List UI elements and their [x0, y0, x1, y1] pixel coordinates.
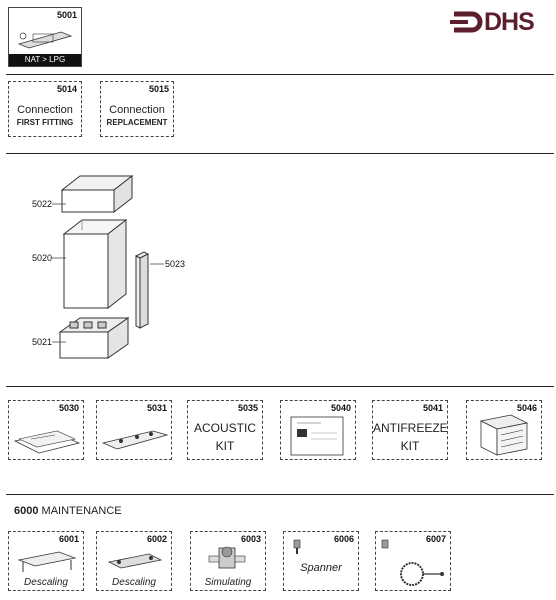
sensor-illustration	[376, 534, 452, 590]
gas-kit-label: NAT > LPG	[9, 54, 81, 66]
rail-part	[136, 252, 148, 328]
booklet-illustration	[9, 411, 85, 461]
connection-replacement-code: 5015	[148, 84, 169, 94]
dhs-logo	[450, 8, 550, 38]
connection-first-fitting-line1: Connection	[17, 104, 73, 116]
acoustic-kit-line1: ACOUSTIC	[193, 421, 256, 435]
grille-illustration	[467, 409, 543, 459]
maintenance-caption-6003: Simulating	[204, 577, 252, 588]
accessory-code-5040: 5040	[330, 403, 351, 413]
maintenance-code-6003: 6003	[240, 534, 261, 544]
gas-kit-illustration	[9, 18, 83, 58]
maintenance-caption-6002: Descaling	[112, 577, 156, 588]
manual-illustration	[281, 411, 357, 461]
valve-illustration	[191, 538, 267, 578]
accessory-card-5031[interactable]	[96, 400, 172, 460]
maintenance-card-6007[interactable]	[375, 531, 451, 591]
gas-kit-code: 5001	[56, 10, 77, 20]
gas-kit-card[interactable]	[8, 7, 82, 67]
connection-first-fitting-line2: FIRST FITTING	[16, 118, 74, 127]
callout-body: 5020	[32, 253, 53, 263]
antifreeze-kit-line1: ANTIFREEZE	[373, 421, 448, 435]
maintenance-card-6006[interactable]	[283, 531, 359, 591]
maintenance-code-6006: 6006	[333, 534, 354, 544]
divider-4	[6, 494, 554, 495]
connection-replacement-card[interactable]	[100, 81, 174, 137]
callout-rail: 5023	[165, 259, 186, 269]
accessory-card-5046[interactable]	[466, 400, 542, 460]
body-part	[64, 220, 126, 308]
accessory-card-5040[interactable]	[280, 400, 356, 460]
divider-2	[6, 153, 554, 154]
maintenance-card-6001[interactable]	[8, 531, 84, 591]
connection-first-fitting-code: 5014	[56, 84, 77, 94]
connection-replacement-line2: REPLACEMENT	[106, 118, 168, 127]
callout-lid: 5022	[32, 199, 53, 209]
bracket-illustration	[97, 411, 173, 461]
dhs-logo-text: DHS	[484, 8, 534, 36]
lid-part	[62, 176, 132, 212]
antifreeze-kit-line2: KIT	[400, 439, 420, 453]
accessory-card-5030[interactable]	[8, 400, 84, 460]
heat-exchanger-illustration	[9, 540, 85, 580]
divider-3	[6, 386, 554, 387]
plate-exchanger-illustration	[97, 540, 173, 580]
accessory-card-5041[interactable]	[372, 400, 448, 460]
maintenance-code-6007: 6007	[425, 534, 446, 544]
accessory-code-5035: 5035	[237, 403, 258, 413]
maintenance-card-6002[interactable]	[96, 531, 172, 591]
accessory-code-5031: 5031	[146, 403, 167, 413]
spanner-illustration	[290, 538, 310, 558]
accessory-code-5046: 5046	[516, 403, 537, 413]
connection-first-fitting-card[interactable]	[8, 81, 82, 137]
maintenance-caption-6001: Descaling	[24, 577, 68, 588]
maintenance-code-6001: 6001	[58, 534, 79, 544]
maintenance-code: 6000	[14, 505, 39, 517]
callout-base: 5021	[32, 337, 53, 347]
acoustic-kit-line2: KIT	[215, 439, 235, 453]
accessory-code-5030: 5030	[58, 403, 79, 413]
maintenance-card-6003[interactable]	[190, 531, 266, 591]
accessory-code-5041: 5041	[422, 403, 443, 413]
connection-replacement-line1: Connection	[109, 104, 165, 116]
maintenance-heading	[14, 505, 122, 517]
maintenance-code-6002: 6002	[146, 534, 167, 544]
base-part	[60, 318, 128, 358]
divider-1	[6, 74, 554, 75]
accessory-card-5035[interactable]	[187, 400, 263, 460]
maintenance-title: MAINTENANCE	[41, 505, 122, 517]
maintenance-caption-6006: Spanner	[300, 562, 342, 574]
casing-diagram	[0, 160, 556, 380]
